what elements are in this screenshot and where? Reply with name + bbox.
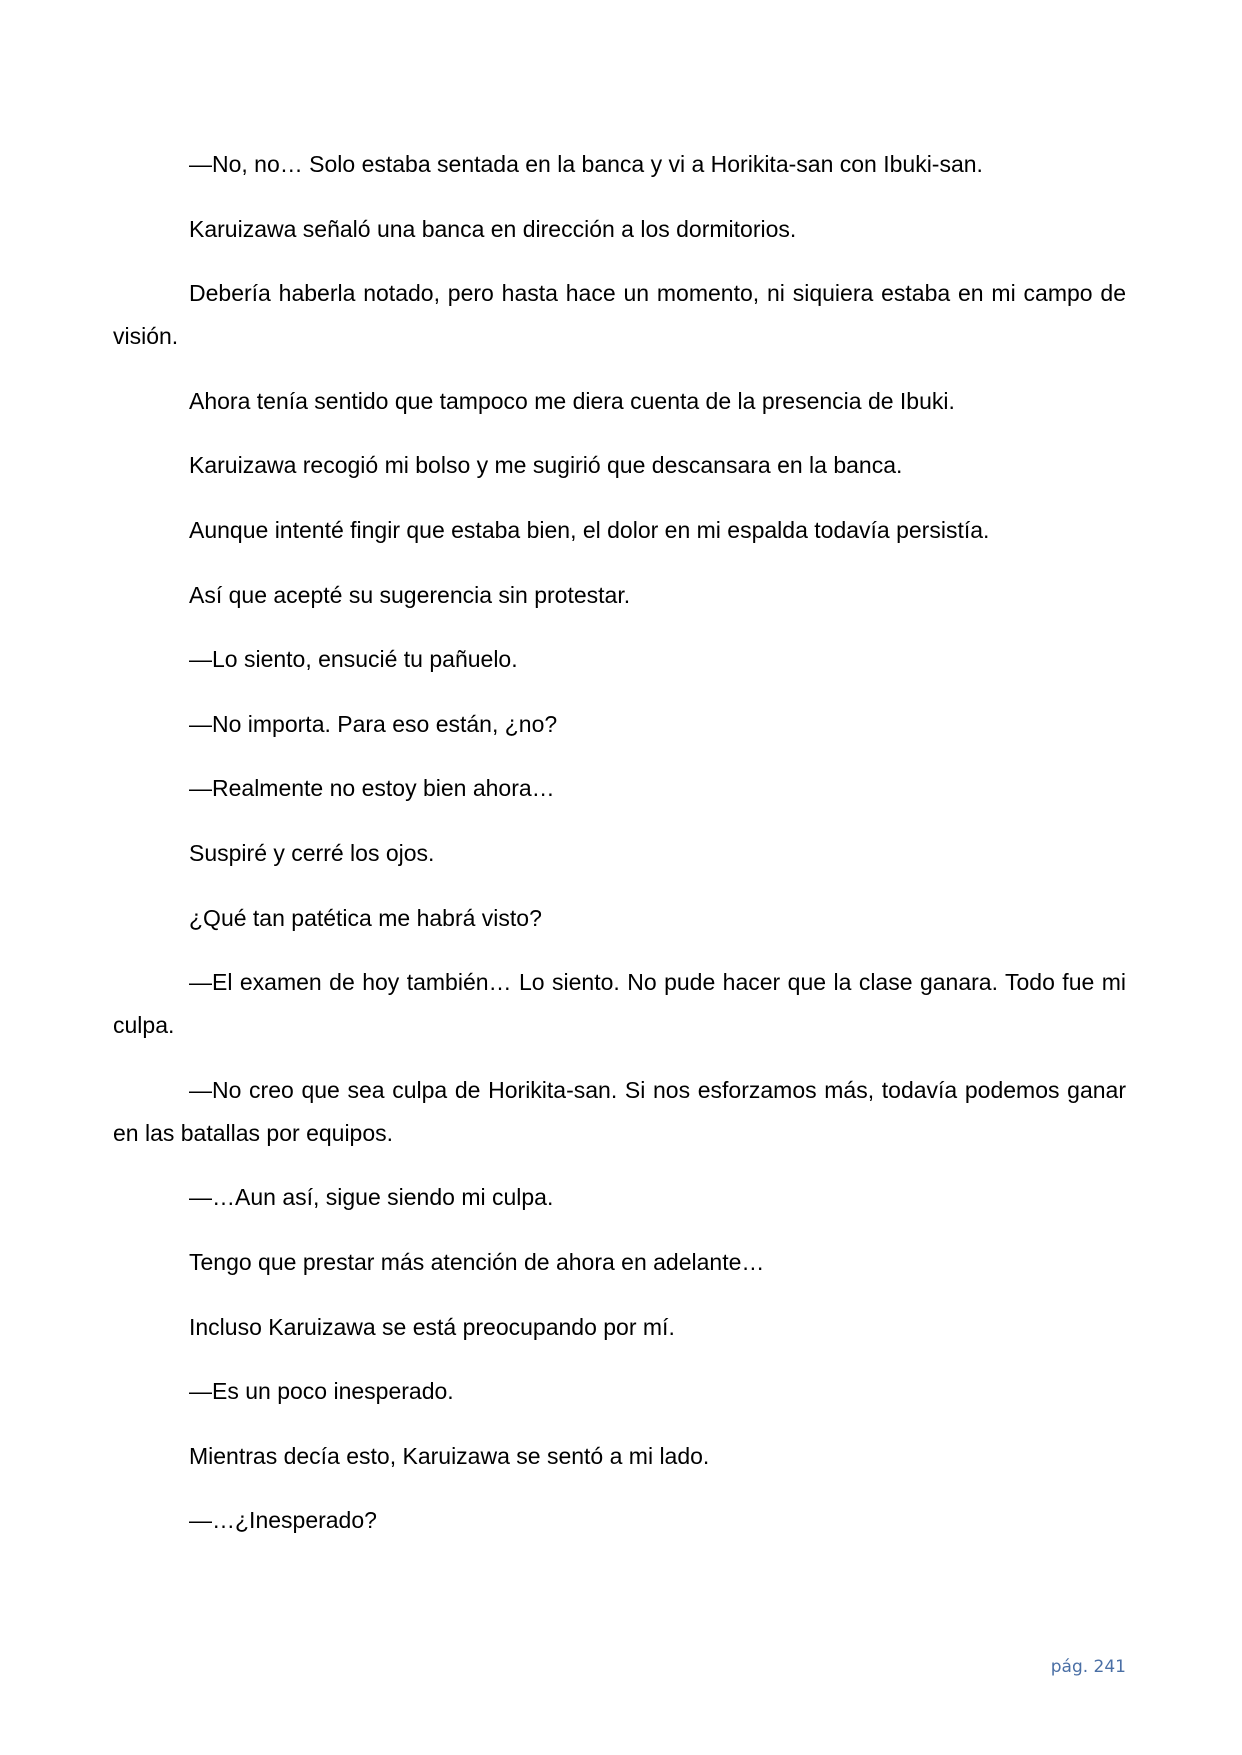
paragraph: —No creo que sea culpa de Horikita-san. Si nos esforzamos más, todavía podemos ganar en las batallas por equipos.: [113, 1076, 1126, 1146]
paragraph: Así que acepté su sugerencia sin protestar.: [189, 581, 631, 608]
paragraph: Incluso Karuizawa se está preocupando por mí.: [189, 1313, 675, 1340]
paragraph: —No importa. Para eso están, ¿no?: [189, 710, 558, 737]
paragraph: —Lo siento, ensucié tu pañuelo.: [189, 646, 518, 673]
paragraph: —Es un poco inesperado.: [189, 1378, 454, 1405]
paragraph: —…Aun así, sigue siendo mi culpa.: [189, 1184, 554, 1211]
paragraph: —No, no… Solo estaba sentada en la banca y vi a Horikita-san con Ibuki-san.: [189, 151, 983, 177]
page-number: pág. 241: [1050, 1657, 1126, 1677]
paragraph: Mientras decía esto, Karuizawa se sentó a mi lado.: [189, 1442, 710, 1469]
paragraph: Karuizawa recogió mi bolso y me sugirió que descansara en la banca.: [189, 452, 903, 479]
paragraph: Debería haberla notado, pero hasta hace un momento, ni siquiera estaba en mi campo de visión.: [113, 280, 1126, 350]
paragraph: ¿Qué tan patética me habrá visto?: [189, 904, 542, 931]
paragraph: Suspiré y cerré los ojos.: [189, 839, 435, 866]
paragraph: —…¿Inesperado?: [189, 1507, 377, 1534]
paragraph: —Realmente no estoy bien ahora…: [189, 775, 555, 802]
paragraph: Aunque intenté fingir que estaba bien, el dolor en mi espalda todavía persistía.: [189, 516, 990, 543]
paragraph: —El examen de hoy también… Lo siento. No pude hacer que la clase ganara. Todo fue mi culpa.: [113, 969, 1126, 1039]
document-body: [113, 143, 1126, 1564]
paragraph: Tengo que prestar más atención de ahora en adelante…: [189, 1248, 765, 1275]
paragraph: Ahora tenía sentido que tampoco me diera cuenta de la presencia de Ibuki.: [189, 387, 955, 414]
paragraph: Karuizawa señaló una banca en dirección a los dormitorios.: [189, 215, 797, 242]
